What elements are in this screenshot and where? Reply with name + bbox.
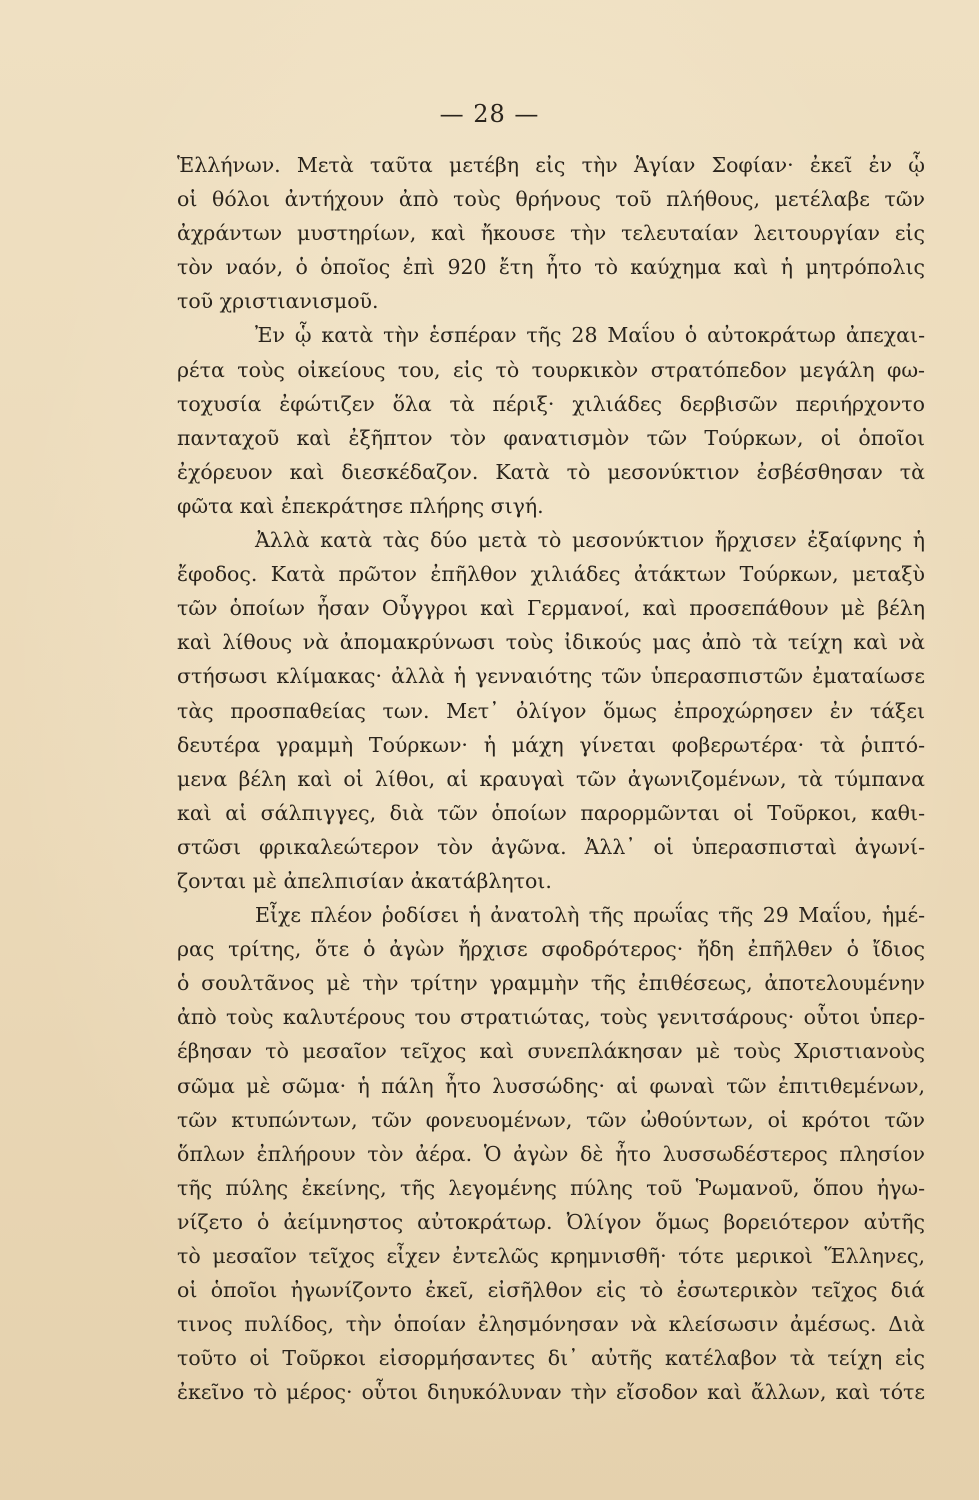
text-line: καὶ αἱ σάλπιγγες, διὰ τῶν ὁποίων παρορμῶνται οἱ Τοῦρκοι, καθι- [177,800,925,825]
text-line: ζονται μὲ ἀπελπισίαν ἀκατάβλητοι. [177,868,552,893]
text-line: ἔφοδος. Κατὰ πρῶτον ἐπῆλθον χιλιάδες ἀτάκτων Τούρκων, μεταξὺ [177,562,925,587]
text-line: πανταχοῦ καὶ ἐξῆπτον τὸν φανατισμὸν τῶν Τούρκων, οἱ ὁποῖοι [177,425,925,450]
text-line: τὰς προσπαθείας των. Μετ᾽ ὀλίγον ὅμως ἐπροχώρησεν ἐν τάξει [177,698,925,723]
text-line: ὅπλων ἐπλήρουν τὸν ἀέρα. Ὁ ἀγὼν δὲ ἦτο λυσσωδέστερος πλησίον [177,1141,925,1166]
text-line: ἐκεῖνο τὸ μέρος· οὗτοι διηυκόλυναν τὴν εἴσοδον καὶ ἄλλων, καὶ τότε [177,1380,925,1405]
text-line: δευτέρα γραμμὴ Τούρκων· ἡ μάχη γίνεται φοβερωτέρα· τὰ ῥιπτό- [177,732,925,757]
text-line: ἀχράντων μυστηρίων, καὶ ἤκουσε τὴν τελευταίαν λειτουργίαν εἰς [177,221,925,246]
text-line: ἀπὸ τοὺς καλυτέρους του στρατιώτας, τοὺς γενιτσάρους· οὗτοι ὑπερ- [177,1005,925,1030]
text-line: έβησαν τὸ μεσαῖον τεῖχος καὶ συνεπλάκησαν μὲ τοὺς Χριστιανοὺς [177,1039,925,1064]
text-line: τὸ μεσαῖον τεῖχος εἶχεν ἐντελῶς κρημνισθῆ· τότε μερικοὶ Ἕλληνες, [177,1244,925,1268]
text-line: σῶμα μὲ σῶμα· ἡ πάλη ἦτο λυσσώδης· αἱ φωναὶ τῶν ἐπιτιθεμένων, [177,1073,925,1098]
text-line: τὸν ναόν, ὁ ὁποῖος ἐπὶ 920 ἔτη ἦτο τὸ καύχημα καὶ ἡ μητρόπολις [177,255,925,280]
text-line: στήσωσι κλίμακας· ἀλλὰ ἡ γενναιότης τῶν ὑπερασπιστῶν ἐματαίωσε [177,664,925,689]
text-line: Ἑλλήνων. Μετὰ ταῦτα μετέβη εἰς τὴν Ἁγίαν Σοφίαν· ἐκεῖ ἐν ᾧ [177,153,925,177]
text-line: καὶ λίθους νὰ ἀπομακρύνωσι τοὺς ἰδικούς μας ἀπὸ τὰ τείχη καὶ νὰ [177,630,925,655]
text-line: οἱ ὁποῖοι ἠγωνίζοντο ἐκεῖ, εἰσῆλθον εἰς τὸ ἐσωτερικὸν τεῖχος διά [177,1278,925,1303]
text-line: ρέτα τοὺς οἰκείους του, εἰς τὸ τουρκικὸν στρατόπεδον μεγάλη φω- [177,357,925,382]
text-line: τῶν κτυπώντων, τῶν φονευομένων, τῶν ὠθούντων, οἱ κρότοι τῶν [177,1107,925,1132]
text-line: στῶσι φρικαλεώτερον τὸν ἀγῶνα. Ἀλλ᾽ οἱ ὑπερασπισταὶ ἀγωνί- [177,834,925,859]
text-line: φῶτα καὶ ἐπεκράτησε πλήρης σιγή. [177,493,544,518]
text-line: ρας τρίτης, ὅτε ὁ ἀγὼν ἤρχισε σφοδρότερος· ἤδη ἐπῆλθεν ὁ ἴδιος [177,937,925,962]
text-line: τοῦτο οἱ Τοῦρκοι εἰσορμήσαντες δι᾽ αὐτῆς κατέλαβον τὰ τείχη εἰς [177,1346,925,1371]
text-line: Ἀλλὰ κατὰ τὰς δύο μετὰ τὸ μεσονύκτιον ἤρχισεν ἐξαίφνης ἡ [255,528,925,553]
text-line: τῆς πύλης ἐκείνης, τῆς λεγομένης πύλης τοῦ Ῥωμανοῦ, ὅπου ἠγω- [177,1175,925,1200]
text-line: τῶν ὁποίων ἦσαν Οὖγγροι καὶ Γερμανοί, καὶ προσεπάθουν μὲ βέλη [177,596,925,621]
text-line: μενα βέλη καὶ οἱ λίθοι, αἱ κραυγαὶ τῶν ἀγωνιζομένων, τὰ τύμπανα [177,766,925,791]
text-line: ὁ σουλτᾶνος μὲ τὴν τρίτην γραμμὴν τῆς ἐπιθέσεως, ἀποτελουμένην [177,971,925,996]
text-line: τοῦ χριστιανισμοῦ. [177,289,379,314]
text-line: Εἶχε πλέον ῥοδίσει ἡ ἀνατολὴ τῆς πρωΐας τῆς 29 Μαΐου, ἡμέ- [255,903,925,928]
text-line: τινος πυλίδος, τὴν ὁποίαν ἐλησμόνησαν νὰ κλείσωσιν ἀμέσως. Διὰ [177,1312,925,1337]
text-line: ἐχόρευον καὶ διεσκέδαζον. Κατὰ τὸ μεσονύκτιον ἐσβέσθησαν τὰ [177,459,925,484]
page-number: — 28 — [439,100,540,128]
body-text [177,148,925,1409]
text-line: νίζετο ὁ ἀείμνηστος αὐτοκράτωρ. Ὀλίγον ὅμως βορειότερον αὐτῆς [177,1209,925,1234]
text-line: οἱ θόλοι ἀντήχουν ἀπὸ τοὺς θρήνους τοῦ πλήθους, μετέλαβε τῶν [177,187,925,212]
text-line: Ἐν ᾧ κατὰ τὴν ἑσπέραν τῆς 28 Μαΐου ὁ αὐτοκράτωρ ἀπεχαι- [255,323,925,348]
text-line: τοχυσία ἐφώτιζεν ὅλα τὰ πέριξ· χιλιάδες δερβισῶν περιήρχοντο [177,391,925,416]
